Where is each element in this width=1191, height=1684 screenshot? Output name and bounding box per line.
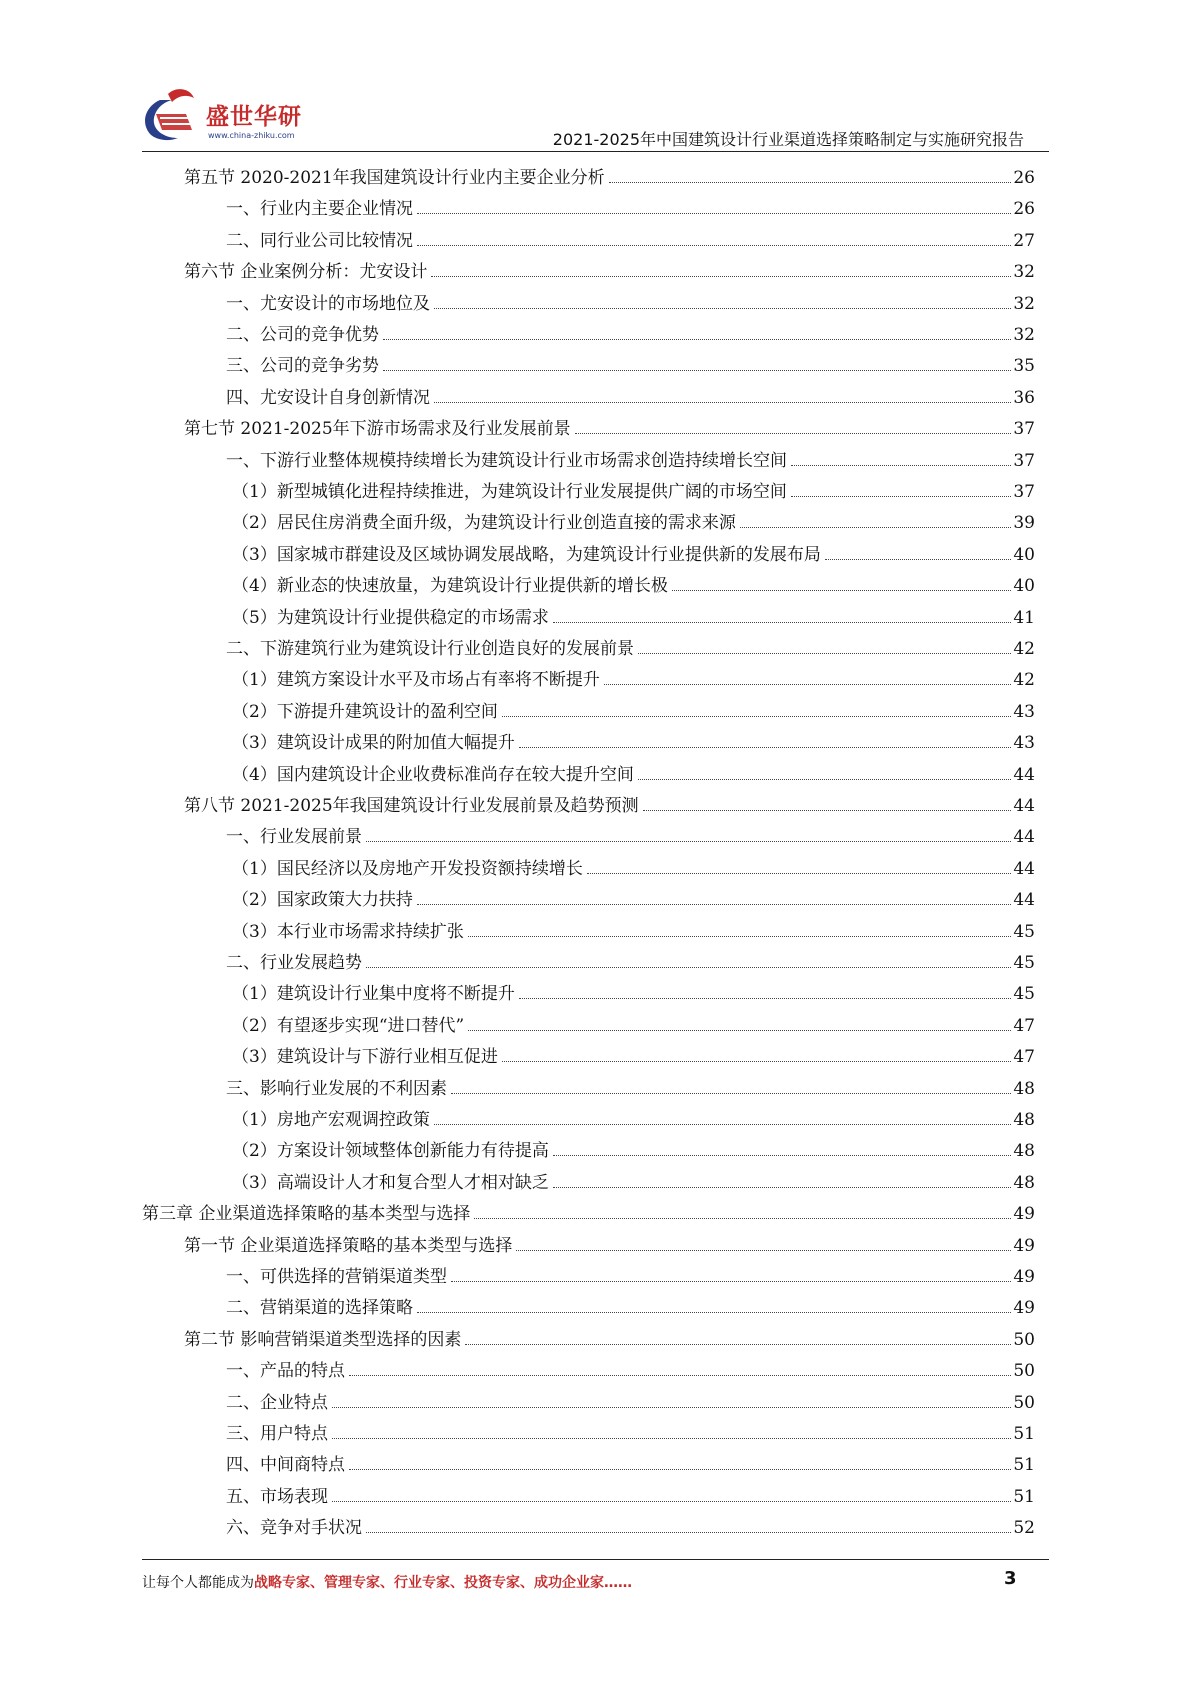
toc-entry-page: 44 [1013,796,1035,816]
toc-entry-title: 第三章 企业渠道选择策略的基本类型与选择 [142,1204,471,1225]
toc-entry-title: 第五节 2020-2021年我国建筑设计行业内主要企业分析 [184,168,605,188]
toc-entry-title: （2）方案设计领域整体创新能力有待提高 [232,1141,549,1162]
toc-dot-leader [638,779,1012,780]
toc-dot-leader [366,967,1011,968]
toc-dot-leader [502,1061,1012,1062]
toc-entry-title: 二、公司的竞争优势 [226,325,379,345]
toc-entry-title: 一、行业发展前景 [226,827,362,848]
toc-entry-title: 五、市场表现 [226,1486,328,1507]
toc-entry-page: 39 [1013,513,1035,534]
toc-entry-title: 一、产品的特点 [226,1361,345,1382]
toc-entry-title: （4）新业态的快速放量，为建筑设计行业提供新的增长极 [232,576,668,597]
toc-dot-leader [825,559,1012,560]
toc-entry-page: 50 [1013,1361,1035,1382]
toc-entry-page: 26 [1013,168,1035,188]
toc-dot-leader [553,622,1012,623]
toc-entry-page: 32 [1013,325,1035,345]
toc-entry-page: 35 [1013,356,1035,377]
toc-entry-page: 42 [1013,639,1035,659]
toc-dot-leader [383,370,1011,371]
toc-entry[interactable] [232,849,1035,880]
header-divider [142,151,1049,152]
toc-dot-leader [516,1250,1011,1251]
toc-entry[interactable] [232,974,1035,1005]
toc-entry-title: 第七节 2021-2025年下游市场需求及行业发展前景 [184,419,571,440]
toc-entry-page: 51 [1013,1455,1035,1476]
slogan-prefix: 让每个人都能成为 [142,1575,254,1591]
toc-entry-page: 43 [1013,701,1035,722]
toc-entry[interactable] [232,1163,1035,1194]
toc-dot-leader [451,1093,1011,1094]
toc-dot-leader [349,1375,1011,1376]
toc-dot-leader [465,1344,1011,1345]
toc-entry[interactable] [226,315,1035,346]
report-title: 2021-2025年中国建筑设计行业渠道选择策略制定与实施研究报告 [552,130,1024,149]
toc-entry-title: （3）本行业市场需求持续扩张 [232,921,464,942]
toc-entry-page: 44 [1013,827,1035,848]
toc-dot-leader [643,810,1012,811]
toc-entry-title: （3）高端设计人才和复合型人才相对缺乏 [232,1172,549,1193]
toc-entry[interactable] [226,1351,1035,1382]
toc-dot-leader [587,873,1012,874]
toc-entry-title: 二、营销渠道的选择策略 [226,1298,413,1319]
toc-entry-title: 二、企业特点 [226,1392,328,1413]
toc-entry-page: 45 [1013,953,1035,973]
toc-entry-title: （3）建筑设计与下游行业相互促进 [232,1047,498,1068]
toc-entry[interactable] [226,1414,1035,1445]
toc-entry[interactable] [226,284,1035,315]
toc-entry[interactable] [232,535,1035,566]
toc-entry[interactable] [226,1508,1035,1539]
toc-entry[interactable] [226,378,1035,409]
toc-entry-title: 三、公司的竞争劣势 [226,356,379,377]
toc-dot-leader [332,1438,1011,1439]
toc-entry-page: 40 [1013,576,1035,597]
toc-entry-title: （2）居民住房消费全面升级，为建筑设计行业创造直接的需求来源 [232,513,736,534]
toc-entry[interactable] [232,880,1035,911]
toc-entry-title: （1）国民经济以及房地产开发投资额持续增长 [232,858,583,879]
toc-entry[interactable] [232,503,1035,534]
toc-entry-page: 49 [1013,1204,1035,1225]
toc-dot-leader [609,182,1012,183]
toc-entry-page: 49 [1013,1267,1035,1287]
toc-entry[interactable] [226,1383,1035,1414]
toc-entry-page: 48 [1013,1141,1035,1162]
toc-entry-title: （1）建筑方案设计水平及市场占有率将不断提升 [232,670,600,691]
toc-dot-leader [332,1501,1011,1502]
toc-dot-leader [553,1155,1012,1156]
toc-entry[interactable] [232,1131,1035,1162]
toc-entry-page: 47 [1013,1015,1035,1036]
toc-entry[interactable] [232,598,1035,629]
toc-entry-title: 一、尤安设计的市场地位及 [226,293,430,314]
page-number: 3 [1004,1568,1017,1589]
toc-dot-leader [332,1407,1011,1408]
toc-dot-leader [638,653,1011,654]
toc-dot-leader [434,308,1011,309]
toc-entry[interactable] [184,1226,1035,1257]
toc-entry[interactable] [232,723,1035,754]
toc-entry[interactable] [232,566,1035,597]
toc-entry-page: 48 [1013,1110,1035,1130]
toc-entry-page: 49 [1013,1235,1035,1256]
toc-entry-page: 51 [1013,1486,1035,1507]
toc-entry[interactable] [226,346,1035,377]
toc-dot-leader [431,276,1011,277]
toc-entry-title: （1）新型城镇化进程持续推进，为建筑设计行业发展提供广阔的市场空间 [232,482,787,502]
toc-entry-page: 37 [1013,419,1035,440]
toc-dot-leader [474,1218,1011,1219]
toc-entry[interactable] [232,472,1035,503]
toc-dot-leader [553,1187,1012,1188]
toc-dot-leader [417,1312,1011,1313]
toc-entry[interactable] [226,629,1035,660]
toc-entry-title: （1）建筑设计行业集中度将不断提升 [232,984,515,1005]
page-header [0,0,1191,152]
toc-dot-leader [417,904,1012,905]
toc-dot-leader [468,936,1012,937]
toc-entry-page: 32 [1013,262,1035,283]
toc-entry[interactable] [226,817,1035,848]
toc-entry[interactable] [232,1037,1035,1068]
toc-entry-title: 一、可供选择的营销渠道类型 [226,1267,447,1287]
toc-entry-title: 第一节 企业渠道选择策略的基本类型与选择 [184,1235,513,1256]
footer-slogan [142,1572,632,1592]
toc-entry-title: 六、竞争对手状况 [226,1518,362,1539]
toc-dot-leader [575,433,1012,434]
toc-entry[interactable] [184,786,1035,817]
toc-entry[interactable] [226,189,1035,220]
toc-dot-leader [434,402,1011,403]
toc-entry-title: （5）为建筑设计行业提供稳定的市场需求 [232,607,549,628]
toc-entry-title: 一、行业内主要企业情况 [226,199,413,220]
toc-entry-page: 37 [1013,482,1035,502]
toc-dot-leader [417,245,1011,246]
toc-entry-page: 48 [1013,1172,1035,1193]
toc-entry-title: 四、尤安设计自身创新情况 [226,387,430,408]
toc-entry-page: 36 [1013,387,1035,408]
toc-entry[interactable] [232,1006,1035,1037]
toc-entry-title: 一、下游行业整体规模持续增长为建筑设计行业市场需求创造持续增长空间 [226,450,787,471]
toc-dot-leader [791,465,1011,466]
toc-entry-title: 第六节 企业案例分析：尤安设计 [184,262,428,283]
toc-entry[interactable] [232,912,1035,943]
toc-entry-page: 32 [1013,293,1035,314]
toc-entry[interactable] [226,441,1035,472]
toc-dot-leader [366,1532,1011,1533]
toc-entry[interactable] [226,943,1035,974]
toc-entry-page: 41 [1013,607,1035,628]
toc-entry-title: （2）有望逐步实现“进口替代” [232,1015,465,1036]
toc-entry-title: 三、影响行业发展的不利因素 [226,1078,447,1099]
toc-entry-page: 47 [1013,1047,1035,1068]
toc-entry[interactable] [184,252,1035,283]
logo-name: 盛世华研 [206,104,302,130]
toc-entry-page: 44 [1013,858,1035,879]
toc-entry-title: 二、行业发展趋势 [226,953,362,973]
toc-entry[interactable] [142,1194,1035,1225]
toc-entry-page: 49 [1013,1298,1035,1319]
toc-entry-page: 45 [1013,984,1035,1005]
toc-dot-leader [791,496,1012,497]
toc-entry[interactable] [184,158,1035,189]
toc-entry[interactable] [232,660,1035,691]
toc-entry-page: 37 [1013,450,1035,471]
toc-entry-title: （3）建筑设计成果的附加值大幅提升 [232,733,515,754]
toc-entry[interactable] [232,692,1035,723]
toc-entry-title: （2）下游提升建筑设计的盈利空间 [232,701,498,722]
toc-entry[interactable] [226,1257,1035,1288]
footer-divider [142,1559,1049,1560]
toc-entry-title: 第八节 2021-2025年我国建筑设计行业发展前景及趋势预测 [184,796,639,816]
toc-entry-page: 26 [1013,199,1035,220]
toc-entry-page: 52 [1013,1518,1035,1539]
toc-entry-page: 43 [1013,733,1035,754]
toc-entry-page: 44 [1013,890,1035,911]
toc-entry[interactable] [232,755,1035,786]
toc-entry-title: 四、中间商特点 [226,1455,345,1476]
toc-entry-title: 第二节 影响营销渠道类型选择的因素 [184,1329,462,1350]
toc-entry-page: 48 [1013,1078,1035,1099]
toc-entry-page: 45 [1013,921,1035,942]
toc-entry-page: 50 [1013,1329,1035,1350]
toc-entry-page: 44 [1013,764,1035,785]
toc-entry-title: （2）国家政策大力扶持 [232,890,413,911]
toc-dot-leader [468,1030,1011,1031]
toc-dot-leader [519,998,1012,999]
toc-entry-title: （3）国家城市群建设及区域协调发展战略，为建筑设计行业提供新的发展布局 [232,544,821,565]
toc-entry[interactable] [226,1288,1035,1319]
toc-dot-leader [604,684,1012,685]
toc-entry-title: 二、同行业公司比较情况 [226,230,413,251]
slogan-highlight: 战略专家、管理专家、行业专家、投资专家、成功企业家…… [254,1575,632,1591]
toc-entry[interactable] [226,1445,1035,1476]
toc-entry-title: 二、下游建筑行业为建筑设计行业创造良好的发展前景 [226,639,634,659]
toc-entry[interactable] [226,1477,1035,1508]
toc-dot-leader [502,716,1012,717]
toc-entry-page: 50 [1013,1392,1035,1413]
toc-dot-leader [740,527,1012,528]
toc-entry[interactable] [226,221,1035,252]
toc-entry[interactable] [184,409,1035,440]
toc-entry-title: 三、用户特点 [226,1424,328,1444]
toc-entry-title: （1）房地产宏观调控政策 [232,1110,430,1130]
toc-dot-leader [417,213,1011,214]
toc-entry-page: 40 [1013,544,1035,565]
toc-dot-leader [434,1124,1012,1125]
toc-entry-page: 51 [1013,1424,1035,1444]
toc-entry[interactable] [232,1100,1035,1131]
toc-entry-page: 42 [1013,670,1035,691]
logo-url: www.china-zhiku.com [208,131,295,140]
toc-dot-leader [451,1281,1011,1282]
toc-dot-leader [383,339,1011,340]
toc-entry-page: 27 [1013,230,1035,251]
toc-dot-leader [672,590,1012,591]
toc-dot-leader [519,747,1012,748]
toc-dot-leader [349,1469,1011,1470]
toc-entry-title: （4）国内建筑设计企业收费标准尚存在较大提升空间 [232,764,634,785]
toc-dot-leader [366,841,1011,842]
toc-entry[interactable] [184,1320,1035,1351]
toc-entry[interactable] [226,1069,1035,1100]
